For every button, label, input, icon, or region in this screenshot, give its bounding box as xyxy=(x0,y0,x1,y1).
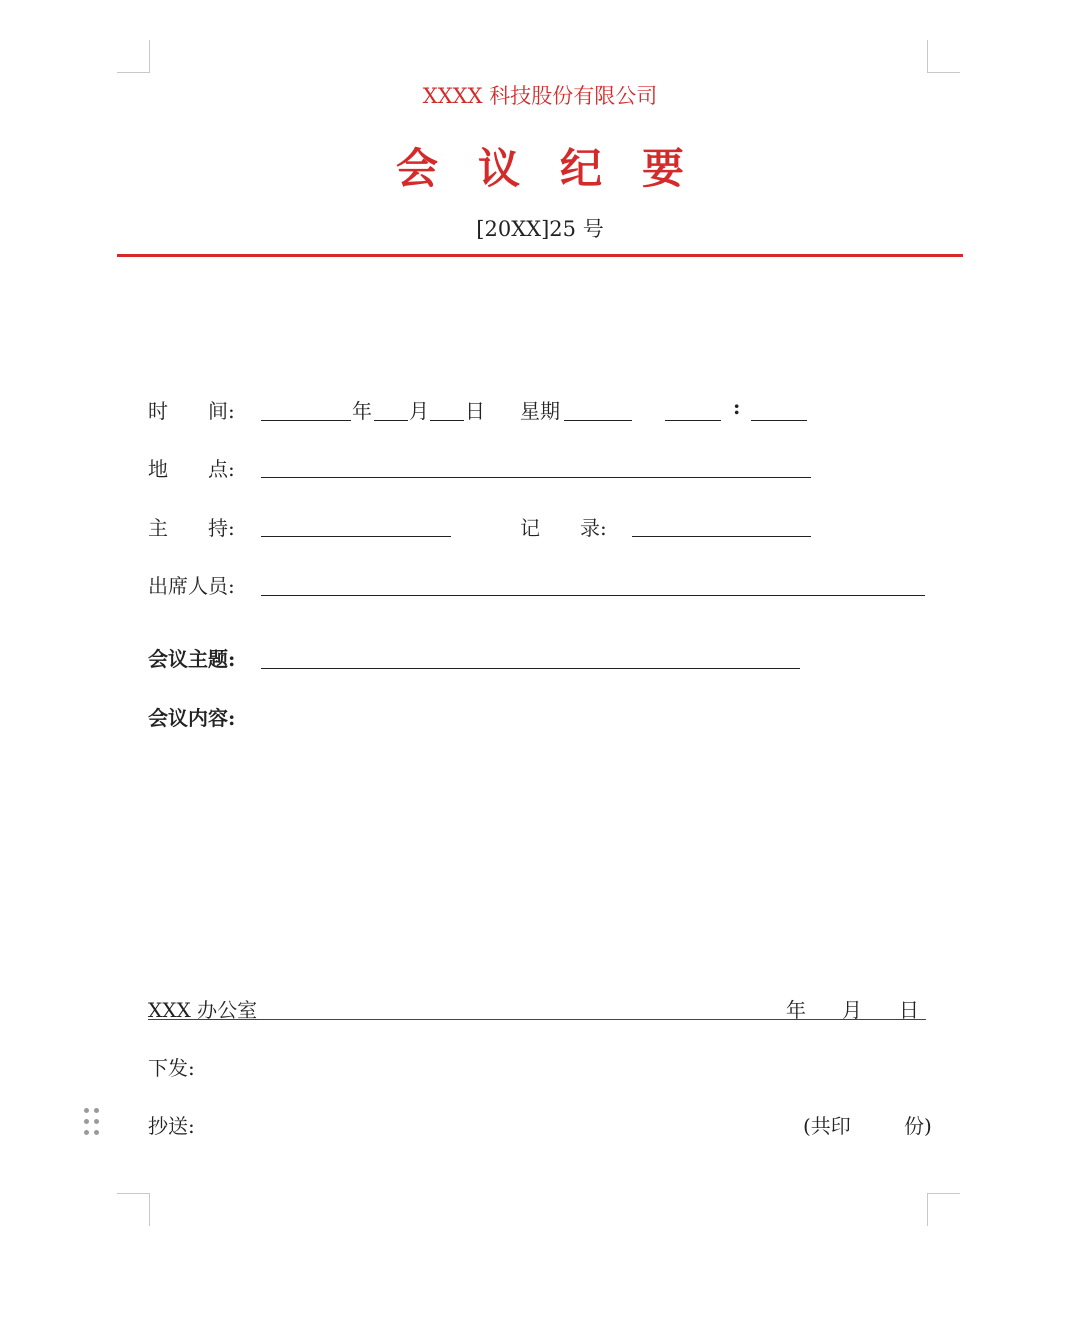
minute-field[interactable] xyxy=(751,420,807,421)
footer-month: 月 xyxy=(842,998,862,1022)
time-label: 时 间: xyxy=(148,399,235,423)
copies-close: 份) xyxy=(904,1114,932,1138)
month-unit: 月 xyxy=(409,399,429,423)
attendees-label: 出席人员: xyxy=(148,574,235,598)
footer-year: 年 xyxy=(786,998,806,1022)
day-unit: 日 xyxy=(465,399,485,423)
weekday-label: 星期 xyxy=(520,399,560,423)
attendees-field[interactable] xyxy=(261,595,925,596)
location-label: 地 点: xyxy=(148,457,235,481)
host-label: 主 持: xyxy=(148,516,235,540)
topic-label: 会议主题: xyxy=(148,647,236,671)
weekday-field[interactable] xyxy=(564,420,632,421)
page-corner-top-right xyxy=(927,40,960,73)
copies-open: (共印 xyxy=(803,1114,851,1138)
drag-handle-icon[interactable] xyxy=(84,1108,102,1138)
footer-divider xyxy=(148,1019,926,1020)
header-divider xyxy=(117,254,963,257)
month-field[interactable] xyxy=(374,420,408,421)
footer-day: 日 xyxy=(899,998,919,1022)
content-label: 会议内容: xyxy=(148,706,236,730)
recorder-field[interactable] xyxy=(632,536,811,537)
company-name: XXXX 科技股份有限公司 xyxy=(422,84,658,108)
day-field[interactable] xyxy=(430,420,464,421)
year-unit: 年 xyxy=(352,399,372,423)
issue-label: 下发: xyxy=(148,1056,195,1080)
host-field[interactable] xyxy=(261,536,451,537)
year-field[interactable] xyxy=(261,420,351,421)
time-colon: : xyxy=(733,395,741,419)
page-corner-bottom-left xyxy=(117,1193,150,1226)
page-corner-top-left xyxy=(117,40,150,73)
page-corner-bottom-right xyxy=(927,1193,960,1226)
location-field[interactable] xyxy=(261,477,811,478)
document-number: [20XX]25 号 xyxy=(476,217,604,241)
topic-field[interactable] xyxy=(261,668,800,669)
document-title: 会议纪要 xyxy=(395,144,724,193)
hour-field[interactable] xyxy=(665,420,721,421)
recorder-label: 记 录: xyxy=(520,516,607,540)
cc-label: 抄送: xyxy=(148,1114,195,1138)
office-name: XXX 办公室 xyxy=(148,998,258,1022)
